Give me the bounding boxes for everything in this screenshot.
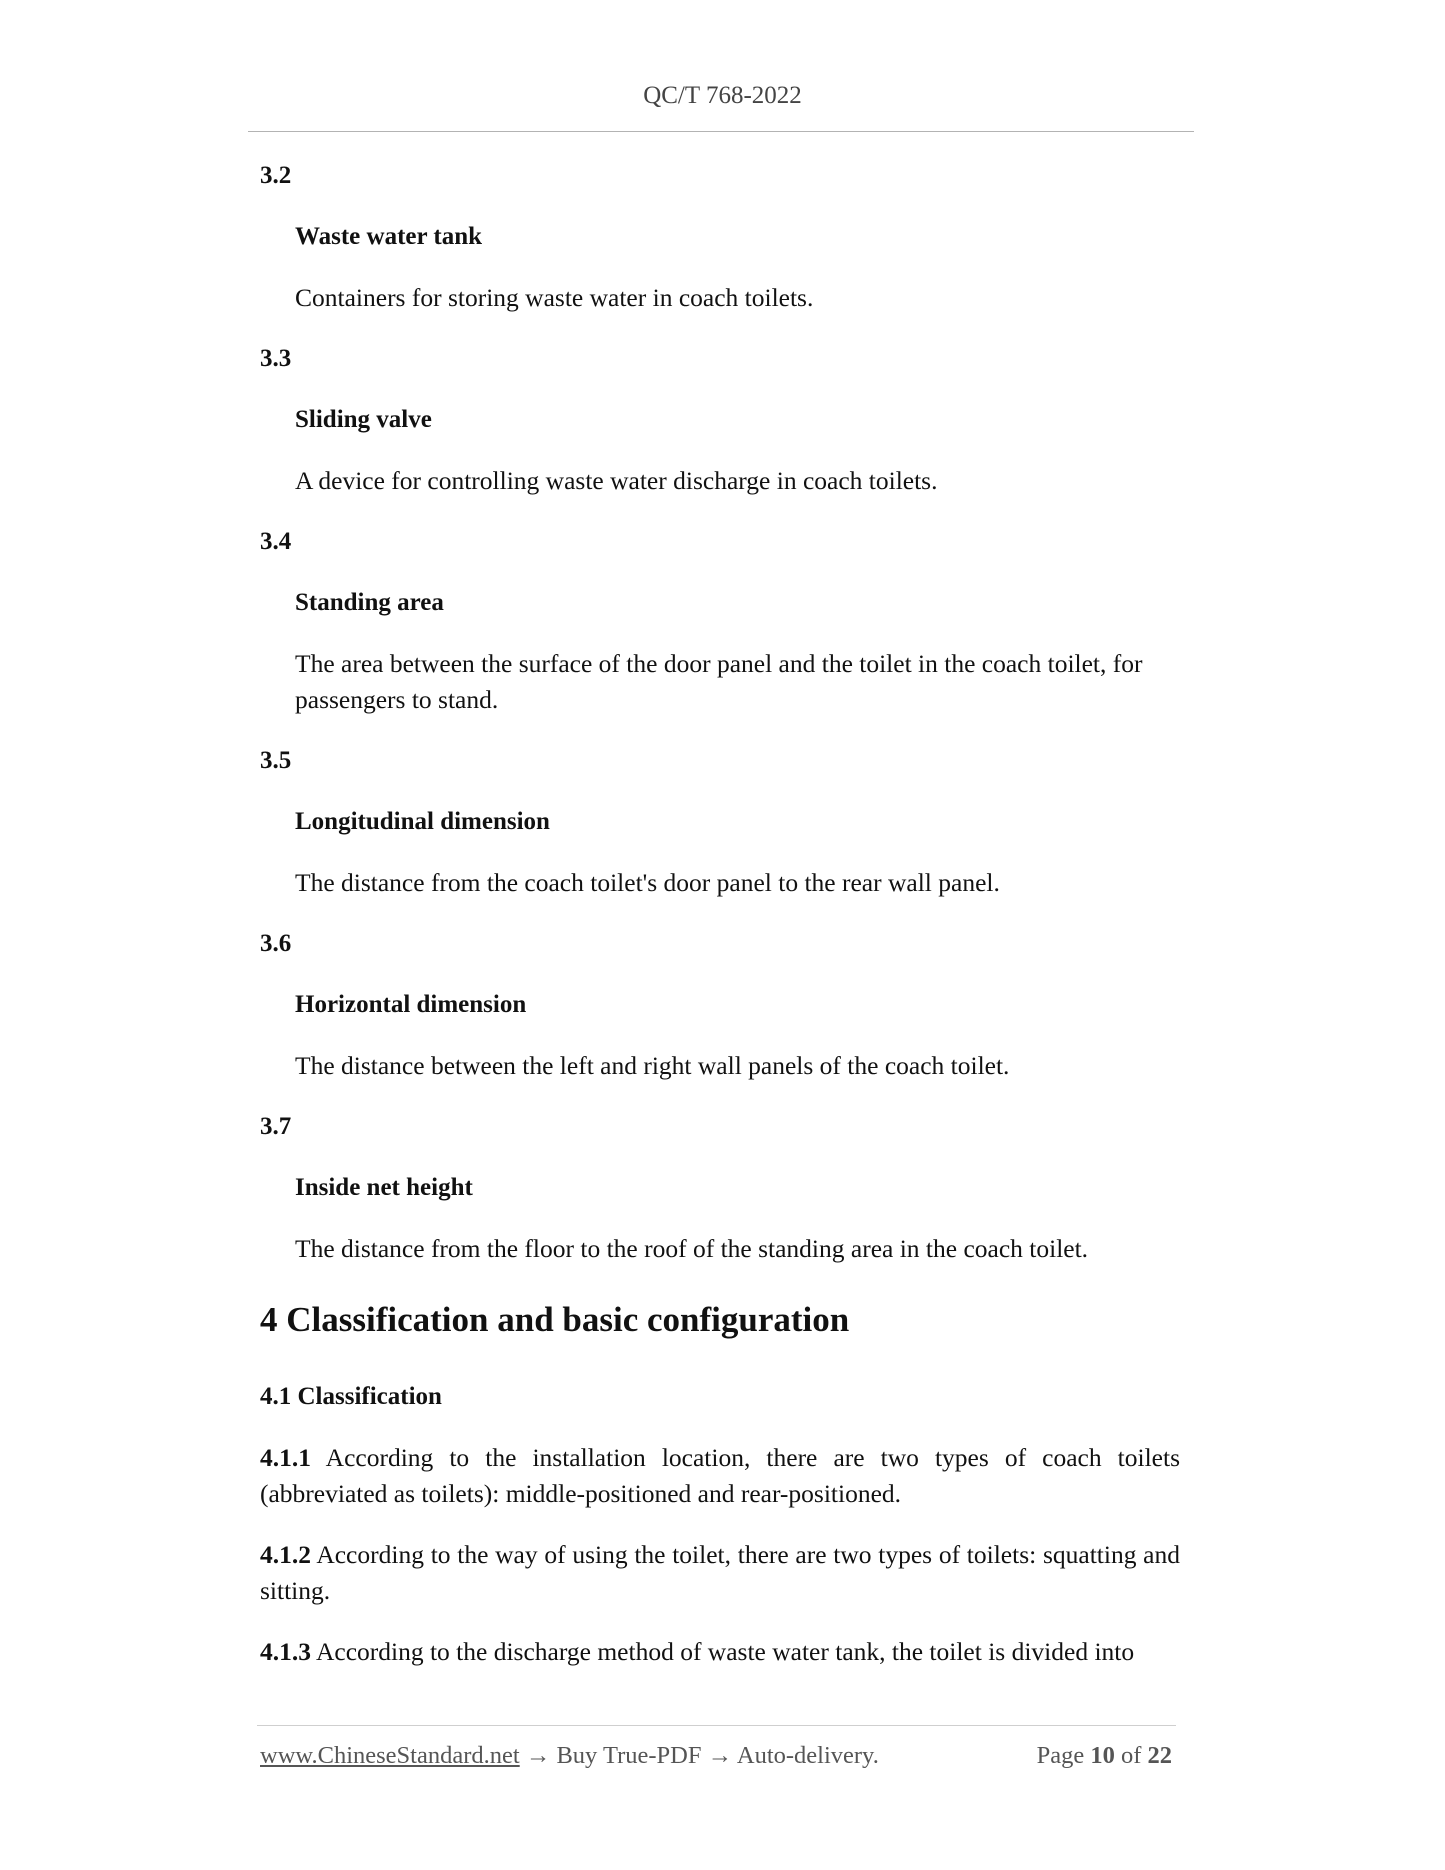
paragraph-4-1-2 bbox=[260, 1537, 1180, 1609]
clause-3-3 bbox=[260, 341, 1180, 499]
arrow-right-icon: → bbox=[525, 1742, 551, 1769]
paragraph-4-1-3 bbox=[260, 1634, 1180, 1670]
clause-number: 3.6 bbox=[260, 930, 292, 957]
of-label: of bbox=[1120, 1742, 1142, 1769]
clause-term: Waste water tank bbox=[295, 223, 483, 250]
page-indicator bbox=[1037, 1742, 1172, 1770]
clause-number: 3.3 bbox=[260, 345, 292, 372]
current-page-number: 10 bbox=[1090, 1742, 1115, 1769]
clause-number: 3.5 bbox=[260, 747, 292, 774]
clause-term: Inside net height bbox=[295, 1174, 473, 1201]
page-label: Page bbox=[1036, 1742, 1085, 1769]
clause-3-4 bbox=[260, 524, 1180, 718]
clause-3-5 bbox=[260, 743, 1180, 901]
paragraph-text: According to the discharge method of waste water tank, the toilet is divided into bbox=[315, 1637, 1135, 1666]
paragraph-number: 4.1.3 bbox=[260, 1637, 311, 1666]
subsection-heading: 4.1 Classification bbox=[260, 1383, 442, 1410]
clause-term: Longitudinal dimension bbox=[295, 808, 550, 835]
header-divider bbox=[248, 131, 1194, 132]
clause-3-2 bbox=[260, 158, 1180, 316]
clause-number: 3.7 bbox=[260, 1113, 292, 1140]
paragraph-number: 4.1.2 bbox=[260, 1540, 311, 1569]
running-header: QC/T 768-2022 bbox=[643, 82, 802, 109]
total-pages-number: 22 bbox=[1147, 1742, 1172, 1769]
clause-3-7 bbox=[260, 1109, 1180, 1267]
footer-divider bbox=[257, 1725, 1176, 1726]
clause-number: 3.4 bbox=[260, 528, 292, 555]
paragraph-text: According to the way of using the toilet, there are two types of toilets: squatting and sitting. bbox=[260, 1540, 1181, 1605]
paragraph-number: 4.1.1 bbox=[260, 1443, 311, 1472]
clause-definition: The distance from the coach toilet's door panel to the rear wall panel. bbox=[295, 868, 1000, 897]
arrow-right-icon: → bbox=[707, 1742, 733, 1769]
section-heading: 4 Classification and basic configuration bbox=[260, 1300, 850, 1339]
clause-term: Horizontal dimension bbox=[295, 991, 527, 1018]
clause-definition: A device for controlling waste water discharge in coach toilets. bbox=[295, 466, 938, 495]
clause-term: Standing area bbox=[295, 589, 444, 616]
buy-pdf-text: Buy True-PDF bbox=[556, 1742, 702, 1769]
paragraph-text: According to the installation location, there are two types of coach toilets (abbreviated as toilets): middle-positioned and rear-positioned. bbox=[260, 1443, 1180, 1508]
clause-definition: The area between the surface of the door panel and the toilet in the coach toilet, for passengers to stand. bbox=[295, 649, 1143, 714]
page-content bbox=[260, 158, 1180, 1695]
auto-delivery-text: Auto-delivery. bbox=[736, 1742, 879, 1769]
page-footer bbox=[260, 1742, 1180, 1778]
clause-3-6 bbox=[260, 926, 1180, 1084]
clause-definition: The distance between the left and right wall panels of the coach toilet. bbox=[295, 1051, 1010, 1080]
clause-definition: The distance from the floor to the roof of the standing area in the coach toilet. bbox=[295, 1234, 1089, 1263]
paragraph-4-1-1 bbox=[260, 1440, 1180, 1512]
clause-number: 3.2 bbox=[260, 162, 292, 189]
website-link[interactable]: www.ChineseStandard.net bbox=[260, 1742, 520, 1769]
clause-term: Sliding valve bbox=[295, 406, 432, 433]
footer-promo bbox=[260, 1742, 879, 1770]
clause-definition: Containers for storing waste water in coach toilets. bbox=[295, 283, 814, 312]
